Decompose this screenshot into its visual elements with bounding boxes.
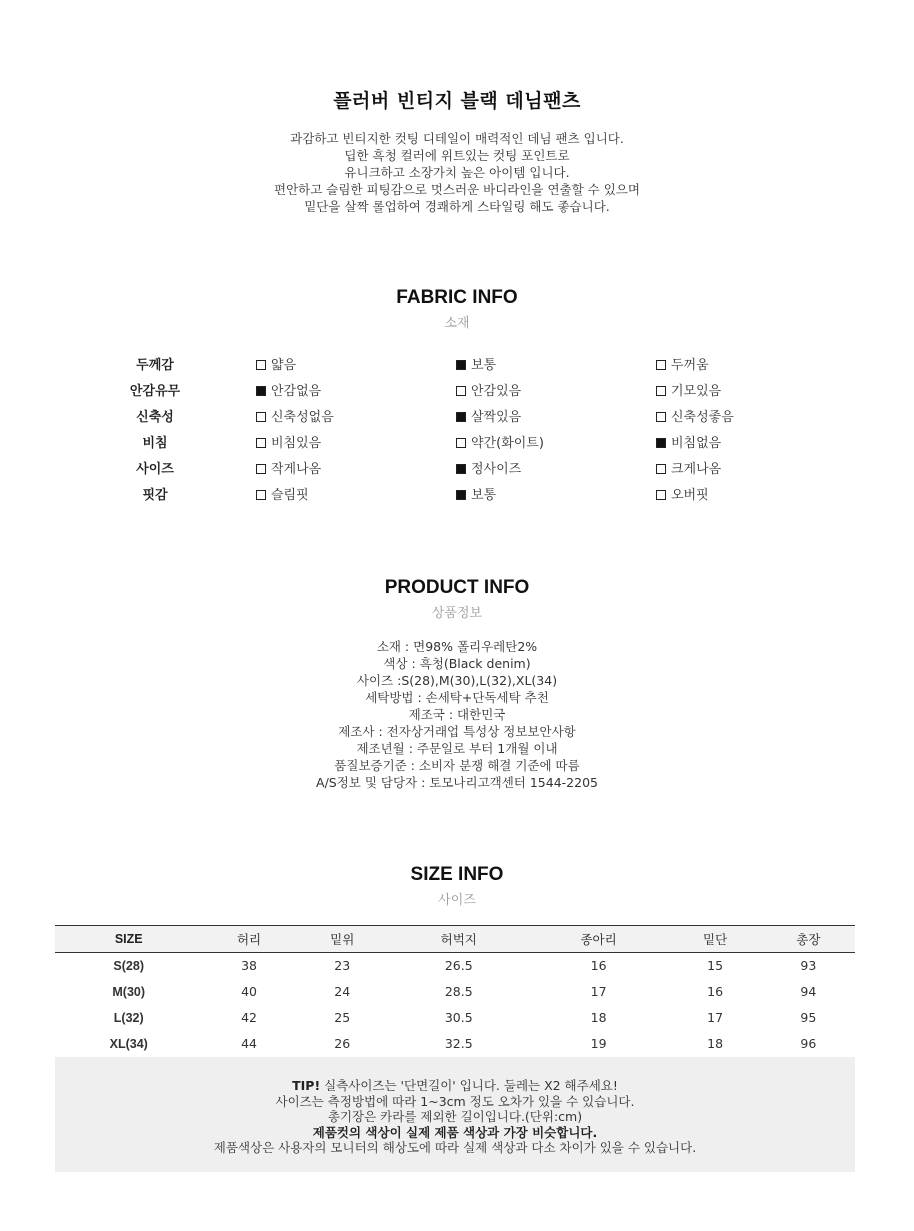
fabric-option (656, 458, 721, 477)
fabric-option-label: 비침있음 (271, 436, 322, 451)
fabric-option-label: 두꺼움 (671, 358, 709, 373)
size-cell: 93 (800, 958, 817, 974)
fabric-option-label: 보통 (471, 488, 497, 503)
table-row (55, 1031, 855, 1057)
product-info-subtitle: 상품정보 (431, 606, 483, 621)
unchecked-box-icon (256, 438, 266, 448)
size-header-cell: SIZE (55, 926, 202, 953)
size-header-cell: 밑위 (296, 926, 389, 953)
size-cell: 30.5 (444, 1010, 473, 1025)
fabric-option (256, 380, 321, 399)
fabric-option (656, 484, 709, 503)
fabric-option-label: 보통 (471, 358, 497, 373)
intro-line: 편안하고 슬림한 피팅감으로 멋스러운 바디라인을 연출할 수 있으며 (274, 182, 640, 197)
fabric-option (456, 432, 544, 451)
size-header-cell: 허리 (202, 926, 295, 953)
intro-line: 딥한 흑청 컬러에 위트있는 컷팅 포인트로 (344, 148, 570, 163)
unchecked-box-icon (656, 464, 666, 474)
fabric-option-label: 오버핏 (671, 488, 709, 503)
size-header-cell: 종아리 (529, 926, 669, 953)
size-cell: 24 (334, 984, 351, 999)
size-cell: 15 (707, 958, 724, 974)
intro-line: 유니크하고 소장가치 높은 아이템 입니다. (344, 165, 570, 180)
size-row-label: S(28) (113, 958, 144, 973)
fabric-option (656, 432, 721, 451)
size-cell: 19 (590, 1036, 607, 1051)
size-cell: 32.5 (444, 1036, 473, 1051)
product-info-line: 소재 : 면98% 폴리우레탄2% (376, 639, 538, 654)
tip-line-bold (55, 1125, 855, 1141)
size-cell: 28.5 (444, 984, 473, 999)
fabric-option (456, 406, 521, 425)
fabric-option-label: 살짝있음 (471, 410, 522, 425)
fabric-option-label: 크게나옴 (671, 462, 722, 477)
fabric-row-label: 핏감 (142, 488, 168, 503)
product-info-line: 사이즈 :S(28),M(30),L(32),XL(34) (356, 673, 558, 688)
checked-box-icon (456, 490, 466, 500)
fabric-row (0, 377, 914, 403)
size-info-title: SIZE INFO (410, 864, 504, 885)
fabric-row-label: 신축성 (136, 410, 174, 425)
product-info-line: 색상 : 흑청(Black denim) (383, 656, 531, 671)
fabric-option (656, 380, 721, 399)
fabric-row (0, 455, 914, 481)
size-cell: 16 (590, 958, 607, 974)
size-cell: 96 (800, 1036, 817, 1051)
unchecked-box-icon (256, 464, 266, 474)
product-info-line: 제조년월 : 주문일로 부터 1개월 이내 (356, 741, 558, 756)
fabric-row (0, 429, 914, 455)
size-cell: 26 (334, 1036, 351, 1051)
table-row (55, 979, 855, 1005)
tip-line (55, 1078, 855, 1094)
table-row (55, 1005, 855, 1031)
fabric-option (456, 354, 496, 373)
fabric-option-label: 정사이즈 (471, 462, 522, 477)
unchecked-box-icon (656, 386, 666, 396)
fabric-option (256, 484, 309, 503)
fabric-table (0, 351, 914, 507)
product-info-title: PRODUCT INFO (384, 577, 530, 598)
fabric-option (456, 380, 521, 399)
intro-line: 밑단을 살짝 롤업하여 경쾌하게 스타일링 해도 좋습니다. (304, 199, 610, 214)
unchecked-box-icon (656, 360, 666, 370)
fabric-option (456, 484, 496, 503)
fabric-row (0, 481, 914, 507)
fabric-row-label: 안감유무 (129, 384, 181, 399)
fabric-option (456, 458, 521, 477)
checked-box-icon (456, 464, 466, 474)
fabric-option-label: 안감있음 (471, 384, 522, 399)
size-row-label: L(32) (113, 1010, 144, 1025)
fabric-option-label: 얇음 (271, 358, 297, 373)
size-cell: 38 (241, 958, 257, 974)
intro-line: 과감하고 빈티지한 컷팅 디테일이 매력적인 데님 팬츠 입니다. (290, 131, 624, 146)
size-header-cell: 밑단 (669, 926, 762, 953)
unchecked-box-icon (656, 412, 666, 422)
checked-box-icon (456, 412, 466, 422)
unchecked-box-icon (456, 386, 466, 396)
checked-box-icon (656, 438, 666, 448)
product-title: 플러버 빈티지 블랙 데님팬츠 (333, 90, 581, 112)
fabric-option (256, 354, 296, 373)
size-cell: 40 (241, 984, 257, 999)
size-row-label: XL(34) (109, 1036, 148, 1051)
unchecked-box-icon (256, 490, 266, 500)
fabric-info-subtitle: 소재 (444, 316, 470, 331)
fabric-option-label: 작게나옴 (271, 462, 322, 477)
checked-box-icon (256, 386, 266, 396)
fabric-info-title: FABRIC INFO (396, 287, 518, 308)
tip-line: 제품색상은 사용자의 모니터의 해상도에 따라 실제 색상과 다소 차이가 있을 수 있습니다. (213, 1140, 697, 1155)
fabric-row (0, 351, 914, 377)
fabric-row (0, 403, 914, 429)
unchecked-box-icon (456, 438, 466, 448)
checked-box-icon (456, 360, 466, 370)
size-cell: 17 (590, 984, 607, 999)
fabric-option-label: 신축성좋음 (671, 410, 734, 425)
fabric-option-label: 비침없음 (671, 436, 722, 451)
table-row (55, 953, 855, 979)
fabric-row-label: 비침 (142, 436, 168, 451)
size-cell: 18 (707, 1036, 724, 1051)
product-info-line: 품질보증기준 : 소비자 분쟁 해결 기준에 따름 (334, 758, 580, 773)
size-table-header (55, 926, 855, 953)
fabric-option (256, 432, 321, 451)
size-cell: 94 (800, 984, 817, 999)
fabric-row-label: 두께감 (136, 358, 174, 373)
size-cell: 42 (241, 1010, 257, 1025)
tip-line: 총기장은 카라를 제외한 길이입니다.(단위:cm) (327, 1109, 583, 1124)
product-info-line: A/S정보 및 담당자 : 토모나리고객센터 1544-2205 (316, 775, 598, 790)
tip-line: 사이즈는 측정방법에 따라 1~3cm 정도 오차가 있을 수 있습니다. (275, 1093, 635, 1109)
size-cell: 18 (590, 1010, 607, 1025)
product-intro (0, 130, 914, 215)
size-cell: 23 (334, 958, 351, 974)
size-cell: 26.5 (444, 958, 473, 974)
size-cell: 95 (800, 1010, 817, 1025)
size-info-subtitle: 사이즈 (438, 893, 476, 908)
size-table (55, 925, 855, 1057)
fabric-option-label: 슬림핏 (271, 488, 309, 503)
fabric-option-label: 약간(화이트) (471, 436, 544, 451)
fabric-option-label: 신축성없음 (271, 410, 334, 425)
product-info-line: 제조국 : 대한민국 (408, 707, 506, 722)
tip-bold-text: 제품컷의 색상이 실제 제품 색상과 가장 비슷합니다. (312, 1124, 598, 1140)
size-cell: 17 (707, 1010, 724, 1025)
size-row-label: M(30) (112, 984, 146, 999)
product-info-line: 세탁방법 : 손세탁+단독세탁 추천 (365, 690, 549, 705)
product-info-list (0, 638, 914, 791)
fabric-option (256, 406, 334, 425)
tip-text: 실측사이즈는 '단면길이' 입니다. 둘레는 X2 해주세요! (320, 1078, 618, 1093)
tip-label: TIP! (292, 1078, 321, 1093)
unchecked-box-icon (256, 360, 266, 370)
fabric-option-label: 안감없음 (271, 384, 322, 399)
unchecked-box-icon (656, 490, 666, 500)
size-cell: 44 (241, 1036, 257, 1051)
fabric-option-label: 기모있음 (671, 384, 722, 399)
size-header-cell: 허벅지 (389, 926, 529, 953)
unchecked-box-icon (256, 412, 266, 422)
fabric-option (256, 458, 321, 477)
fabric-row-label: 사이즈 (136, 462, 174, 477)
product-info-line: 제조사 : 전자상거래업 특성상 정보보안사항 (338, 724, 576, 739)
fabric-option (656, 354, 709, 373)
fabric-option (656, 406, 734, 425)
size-cell: 16 (707, 984, 724, 999)
size-header-cell: 총장 (762, 926, 855, 953)
size-cell: 25 (334, 1010, 351, 1025)
tip-box (55, 1057, 855, 1172)
